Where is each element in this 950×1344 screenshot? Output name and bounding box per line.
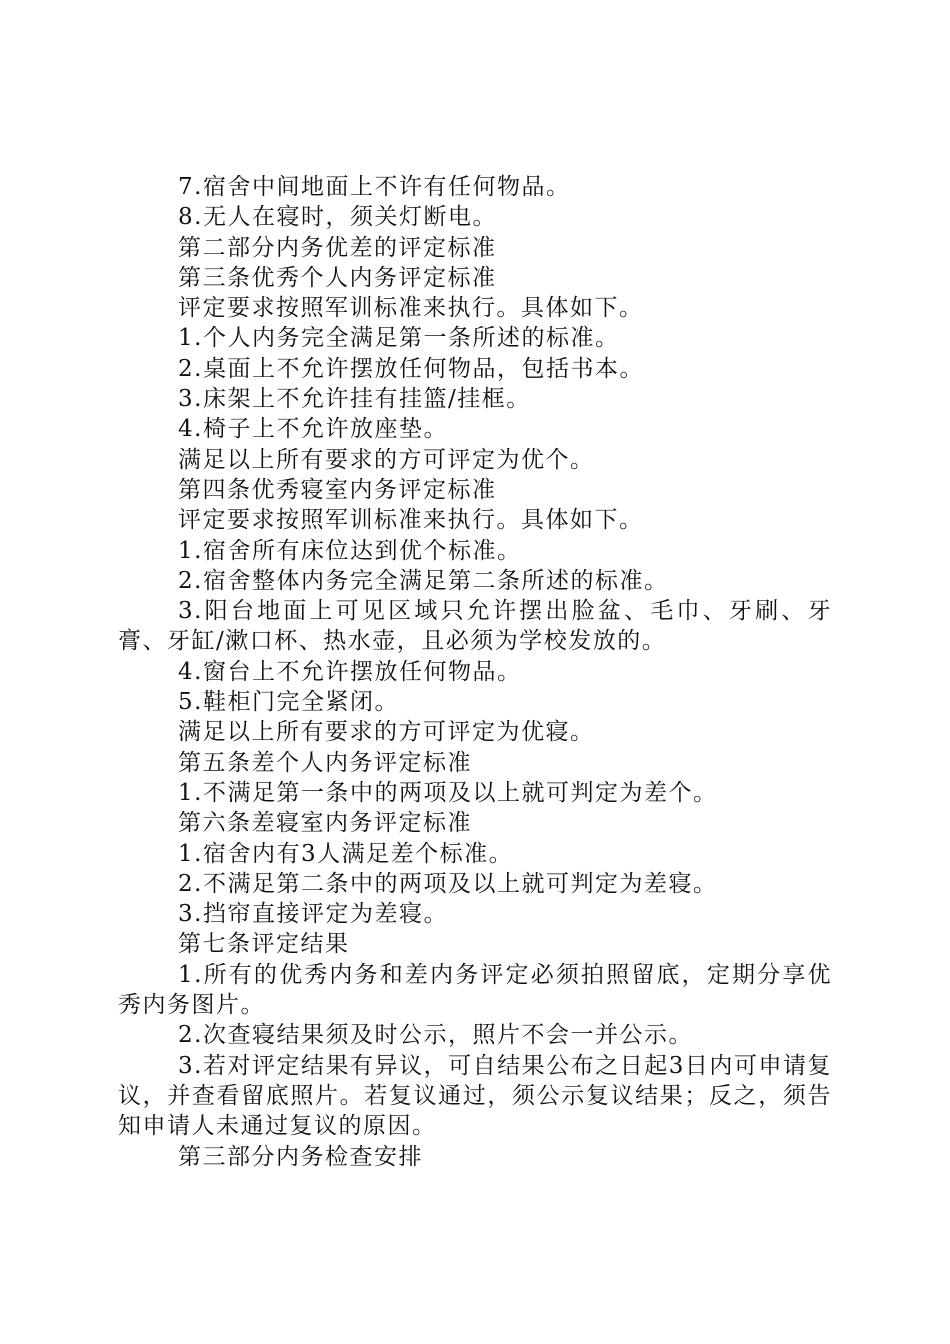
list-item: 1.宿舍所有床位达到优个标准。	[178, 537, 522, 564]
list-item: 3.若对评定结果有异议，可自结果公布之日起3日内可申请复议，并查看留底照片。若复议通过，须公示复议结果；反之，须告知申请人未通过复议的原因。	[118, 1052, 832, 1140]
paragraph: 满足以上所有要求的方可评定为优寝。	[178, 719, 595, 746]
list-item: 1.所有的优秀内务和差内务评定必须拍照留底，定期分享优秀内务图片。	[118, 961, 832, 1019]
list-item: 4.窗台上不允许摆放任何物品。	[178, 658, 522, 685]
list-item: 2.宿舍整体内务完全满足第二条所述的标准。	[178, 567, 669, 594]
paragraph: 评定要求按照军训标准来执行。具体如下。	[178, 295, 644, 322]
list-item: 3.床架上不允许挂有挂篮/挂框。	[178, 386, 531, 413]
article-heading: 第三条优秀个人内务评定标准	[178, 264, 497, 291]
paragraph: 评定要求按照军训标准来执行。具体如下。	[178, 507, 644, 534]
paragraph: 8.无人在寝时，须关灯断电。	[178, 204, 497, 231]
list-item: 3.挡帘直接评定为差寝。	[178, 901, 448, 928]
article-heading: 第六条差寝室内务评定标准	[178, 810, 472, 837]
article-heading: 第五条差个人内务评定标准	[178, 749, 472, 776]
list-item: 1.个人内务完全满足第一条所述的标准。	[178, 325, 620, 352]
section-heading: 第三部分内务检查安排	[178, 1143, 423, 1170]
list-item: 2.不满足第二条中的两项及以上就可判定为差寝。	[178, 870, 718, 897]
list-item: 4.椅子上不允许放座垫。	[178, 416, 448, 443]
article-heading: 第四条优秀寝室内务评定标准	[178, 476, 497, 503]
list-item: 1.不满足第一条中的两项及以上就可判定为差个。	[178, 779, 718, 806]
document-body	[118, 172, 832, 1172]
list-item: 2.桌面上不允许摆放任何物品，包括书本。	[178, 355, 644, 382]
paragraph: 7.宿舍中间地面上不许有任何物品。	[178, 174, 571, 200]
paragraph: 满足以上所有要求的方可评定为优个。	[178, 446, 595, 473]
list-item: 3.阳台地面上可见区域只允许摆出脸盆、毛巾、牙刷、牙膏、牙缸/漱口杯、热水壶，且必须为学校发放的。	[118, 598, 832, 655]
section-heading: 第二部分内务优差的评定标准	[178, 234, 497, 261]
list-item: 1.宿舍内有3人满足差个标准。	[178, 840, 514, 867]
article-heading: 第七条评定结果	[178, 931, 350, 958]
list-item: 2.次查寝结果须及时公示，照片不会一并公示。	[178, 1022, 693, 1049]
list-item: 5.鞋柜门完全紧闭。	[178, 689, 399, 716]
